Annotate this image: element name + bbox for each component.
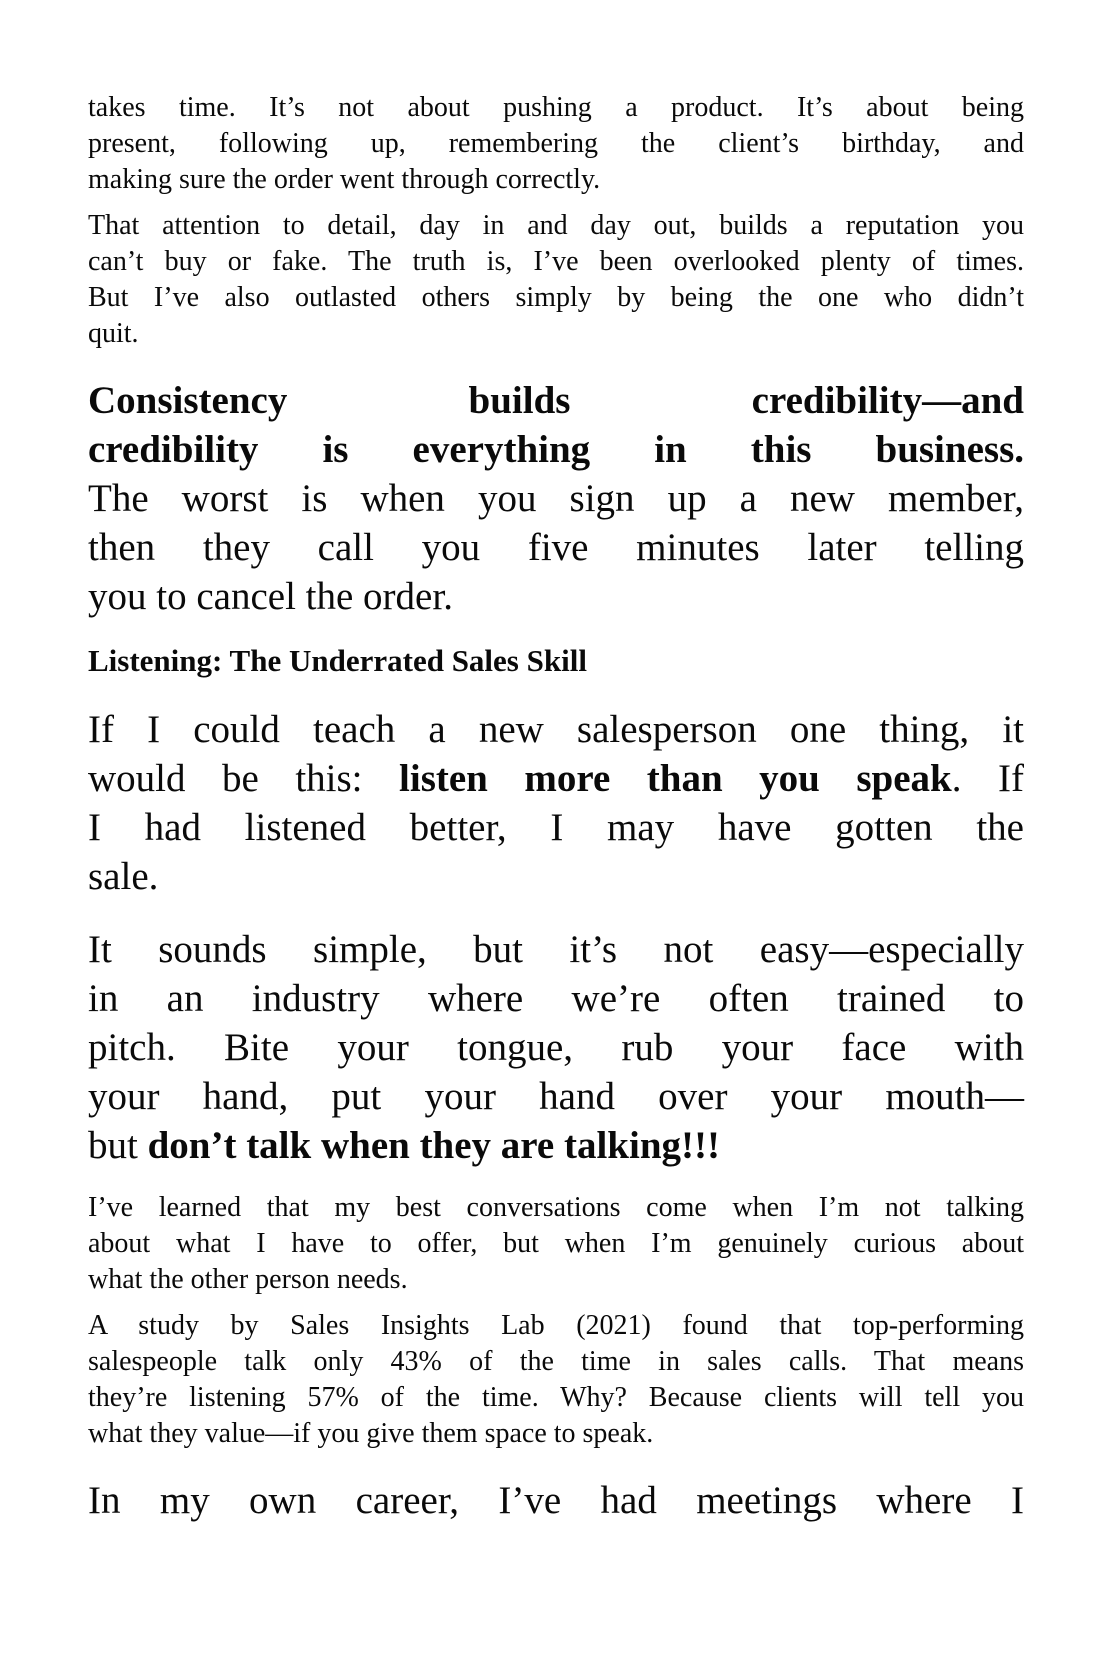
text-run: sale. [88, 855, 159, 898]
text-run: I had listened better, I may have gotten the [88, 806, 1024, 849]
text-line [88, 1023, 1024, 1072]
text-run: present, following up, remembering the client’s birthday, and [88, 128, 1024, 159]
bold-text-run: credibility is everything in this business. [88, 428, 1024, 471]
text-line [88, 280, 1024, 316]
text-line [88, 1121, 1024, 1170]
text-line [88, 425, 1024, 474]
paragraph-9 [88, 1476, 1024, 1525]
paragraph-2 [88, 208, 1024, 352]
text-run: quit. [88, 318, 139, 349]
text-line [88, 523, 1024, 572]
paragraph-7 [88, 1190, 1024, 1298]
text-run: what the other person needs. [88, 1264, 408, 1295]
text-line [88, 803, 1024, 852]
text-line [88, 1344, 1024, 1380]
text-line [88, 1072, 1024, 1121]
text-run: what they value—if you give them space to speak. [88, 1418, 654, 1449]
text-line [88, 244, 1024, 280]
text-line [88, 1226, 1024, 1262]
text-run: takes time. It’s not about pushing a product. It’s about being [88, 92, 1024, 123]
paragraph-8 [88, 1308, 1024, 1452]
text-line [88, 754, 1024, 803]
bold-text-run: don’t talk when they are talking!!! [147, 1124, 720, 1167]
text-line [88, 852, 1024, 901]
page-content [88, 90, 1024, 1525]
text-run: pitch. Bite your tongue, rub your face with [88, 1026, 1024, 1069]
text-run: That attention to detail, day in and day out, builds a reputation you [88, 210, 1024, 241]
text-line [88, 572, 1024, 621]
text-line [88, 705, 1024, 754]
text-line [88, 974, 1024, 1023]
text-run: I’ve learned that my best conversations come when I’m not talking [88, 1192, 1024, 1223]
text-run: in an industry where we’re often trained to [88, 977, 1024, 1020]
paragraph-1 [88, 90, 1024, 198]
text-line [88, 474, 1024, 523]
text-line [88, 208, 1024, 244]
bold-text-run: listen more than you speak [399, 757, 952, 800]
text-run: but [88, 1124, 148, 1167]
text-line [88, 126, 1024, 162]
text-run: about what I have to offer, but when I’m genuinely curious about [88, 1228, 1024, 1259]
text-line [88, 1416, 1024, 1452]
text-run: But I’ve also outlasted others simply by being the one who didn’t [88, 282, 1024, 313]
text-run: would be this: [88, 757, 400, 800]
text-run: making sure the order went through correctly. [88, 164, 601, 195]
paragraph-5 [88, 705, 1024, 901]
text-run: then they call you five minutes later telling [88, 526, 1024, 569]
text-run: In my own career, I’ve had meetings where I [88, 1479, 1024, 1522]
paragraph-3 [88, 376, 1024, 621]
text-line [88, 1262, 1024, 1298]
text-run: can’t buy or fake. The truth is, I’ve been overlooked plenty of times. [88, 246, 1024, 277]
text-line [88, 1380, 1024, 1416]
paragraph-6 [88, 925, 1024, 1170]
text-run: they’re listening 57% of the time. Why? Because clients will tell you [88, 1382, 1024, 1413]
text-run: A study by Sales Insights Lab (2021) found that top-performing [88, 1310, 1024, 1341]
text-line [88, 1476, 1024, 1525]
text-run: salespeople talk only 43% of the time in sales calls. That means [88, 1346, 1024, 1377]
text-line [88, 162, 1024, 198]
text-run: you to cancel the order. [88, 575, 453, 618]
text-line [88, 1190, 1024, 1226]
text-run: your hand, put your hand over your mouth— [88, 1075, 1024, 1118]
text-run: The worst is when you sign up a new member, [88, 477, 1024, 520]
text-run: It sounds simple, but it’s not easy—especially [88, 928, 1024, 971]
text-line [88, 1308, 1024, 1344]
text-run: If I could teach a new salesperson one thing, it [88, 708, 1024, 751]
text-line [88, 376, 1024, 425]
text-run: . If [951, 757, 1024, 800]
section-heading: Listening: The Underrated Sales Skill [88, 643, 587, 678]
bold-text-run: Consistency builds credibility—and [88, 379, 1024, 422]
text-line [88, 90, 1024, 126]
text-line [88, 925, 1024, 974]
text-line [88, 316, 1024, 352]
